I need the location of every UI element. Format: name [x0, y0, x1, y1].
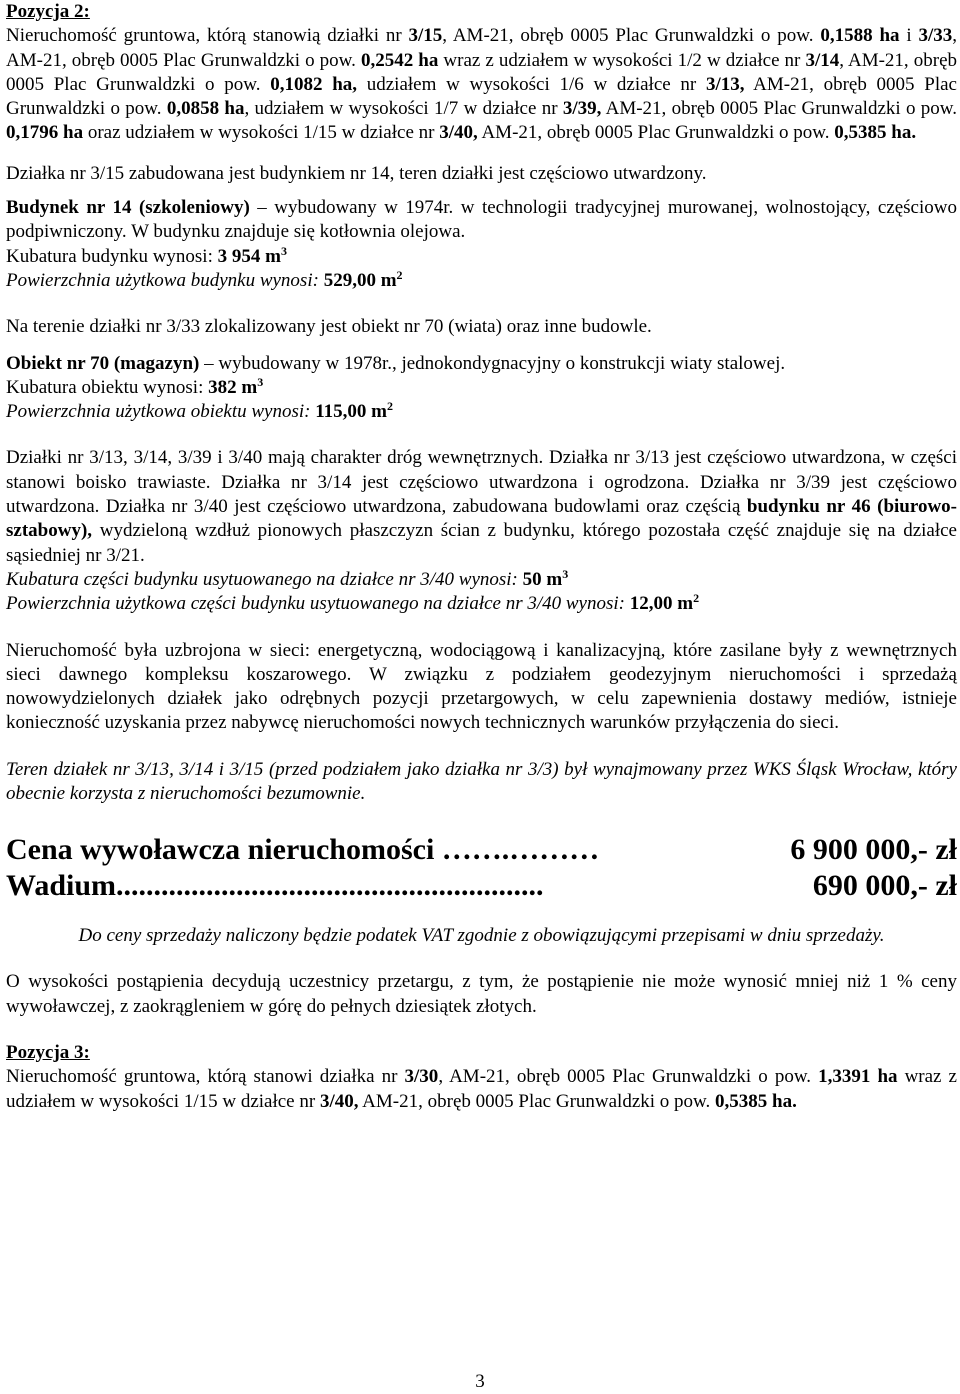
internal-roads-paragraph: Działki nr 3/13, 3/14, 3/39 i 3/40 mają charakter dróg wewnętrznych. Działka nr 3/13 jest częściowo utwardzona, w części stanowi boisko trawiaste. Działka nr 3/14 jest częściowo utwardzona i ogrodzona. Działka nr 3/39 jest częściowo utwardzona. Działka nr 3/40 jest częściowo utwardzona, zabudowana budowlami oraz częścią budynku nr 46 (biurowo-sztabowy), wydzieloną wzdłuż pionowych płaszczyzn ścian z budynku, którego pozostała część znajduje się na działce sąsiedniej nr 3/21. Kubatura części budynku usytuowanego na działce nr 3/40 wynosi: 50 $m^3$ Powierzchnia użytkowa części budynku usytuowanego na działce nr 3/40 wynosi: 12,00 $m^2$ [6, 447, 957, 615]
deposit-value: 690 000,- zł [812, 869, 957, 903]
deposit-line: Wadium......................................................... 690 000,- zł [6, 869, 957, 903]
building-paragraph: Budynek nr 14 (szkoleniowy) – wybudowany w 1974r. w technologii tradycyjnej murowanej, wolnostojący, częściowo podpiwniczony. W budynku znajduje się kotłownia olejowa. Kubatura budynku wynosi: 3 954 $m^3$ Powierzchnia użytkowa budynku wynosi: 529,00 $m^2$ [6, 197, 957, 291]
object-paragraph: Obiekt nr 70 (magazyn) – wybudowany w 1978r., jednokondygnacyjny o konstrukcji wiaty stalowej. Kubatura obiektu wynosi: 382 $m^3$ Powierzchnia użytkowa obiektu wynosi: 115,00 $m^2$ [6, 352, 786, 423]
section-heading-pozycja-2: Pozycja 2: [6, 1, 90, 22]
lease-paragraph: Teren działek nr 3/13, 3/14 i 3/15 (przed podziałem jako działka nr 3/3) był wynajmowany przez WKS Śląsk Wrocław, który obecnie korzysta z nieruchomości bezumownie. [6, 758, 957, 805]
starting-price-value: 6 900 000,- zł [790, 833, 957, 867]
object-location-paragraph: Na terenie działki nr 3/33 zlokalizowany jest obiekt nr 70 (wiata) oraz inne budowle. [6, 316, 652, 338]
pozycja-3-paragraph: Nieruchomość gruntowa, którą stanowi działka nr 3/30, AM-21, obręb 0005 Plac Grunwaldzki o pow. 1,3391 ha wraz z udziałem w wysokości 1/15 w działce nr 3/40, AM-21, obręb 0005 Plac Grunwaldzki o pow. 0,5385 ha. [6, 1066, 957, 1112]
document-page [6, 0, 957, 1114]
intro-paragraph: Nieruchomość gruntowa, którą stanowią działki nr 3/15, AM-21, obręb 0005 Plac Grunwaldzki o pow. 0,1588 ha i 3/33, AM-21, obręb 0005 Plac Grunwaldzki o pow. 0,2542 ha wraz z udziałem w wysokości 1/2 w działce nr 3/14, AM-21, obręb 0005 Plac Grunwaldzki o pow. 0,1082 ha, udziałem w wysokości 1/6 w działce nr 3/13, AM-21, obręb 0005 Plac Grunwaldzki o pow. 0,0858 ha, udziałem w wysokości 1/7 w działce nr 3/39, AM-21, obręb 0005 Plac Grunwaldzki o pow. 0,1796 ha oraz udziałem w wysokości 1/15 w działce nr 3/40, AM-21, obręb 0005 Plac Grunwaldzki o pow. 0,5385 ha. [6, 25, 958, 144]
starting-price-line: Cena wywoławcza nieruchomości …….……… 6 900 000,- zł [6, 833, 957, 867]
bid-increment-paragraph: O wysokości postąpienia decydują uczestnicy przetargu, z tym, że postąpienie nie może wynosić mniej niż 1 % ceny wywoławczej, z zaokrągleniem w górę do pełnych dziesiątek złotych. [6, 971, 957, 1017]
built-up-paragraph: Działka nr 3/15 zabudowana jest budynkiem nr 14, teren działki jest częściowo utwardzony. [6, 162, 707, 184]
utilities-paragraph: Nieruchomość była uzbrojona w sieci: energetyczną, wodociągową i kanalizacyjną, które zasilane były z wewnętrznych sieci dawnego kompleksu koszarowego. W związku z podziałem geodezyjnym nieruchomości i sprzedażą nowowydzielonych działek jako odrębnych pozycji przetargowych, w celu zapewnienia dostawy mediów, istnieje konieczność uzyskania przez nabywcę nieruchomości nowych technicznych warunków przyłączenia do sieci. [6, 639, 957, 734]
page-number: 3 [475, 1371, 485, 1392]
vat-note: Do ceny sprzedaży naliczony będzie podatek VAT zgodnie z obowiązującymi przepisami w dniu sprzedaży. [78, 925, 885, 947]
section-heading-pozycja-3: Pozycja 3: [6, 1041, 90, 1063]
